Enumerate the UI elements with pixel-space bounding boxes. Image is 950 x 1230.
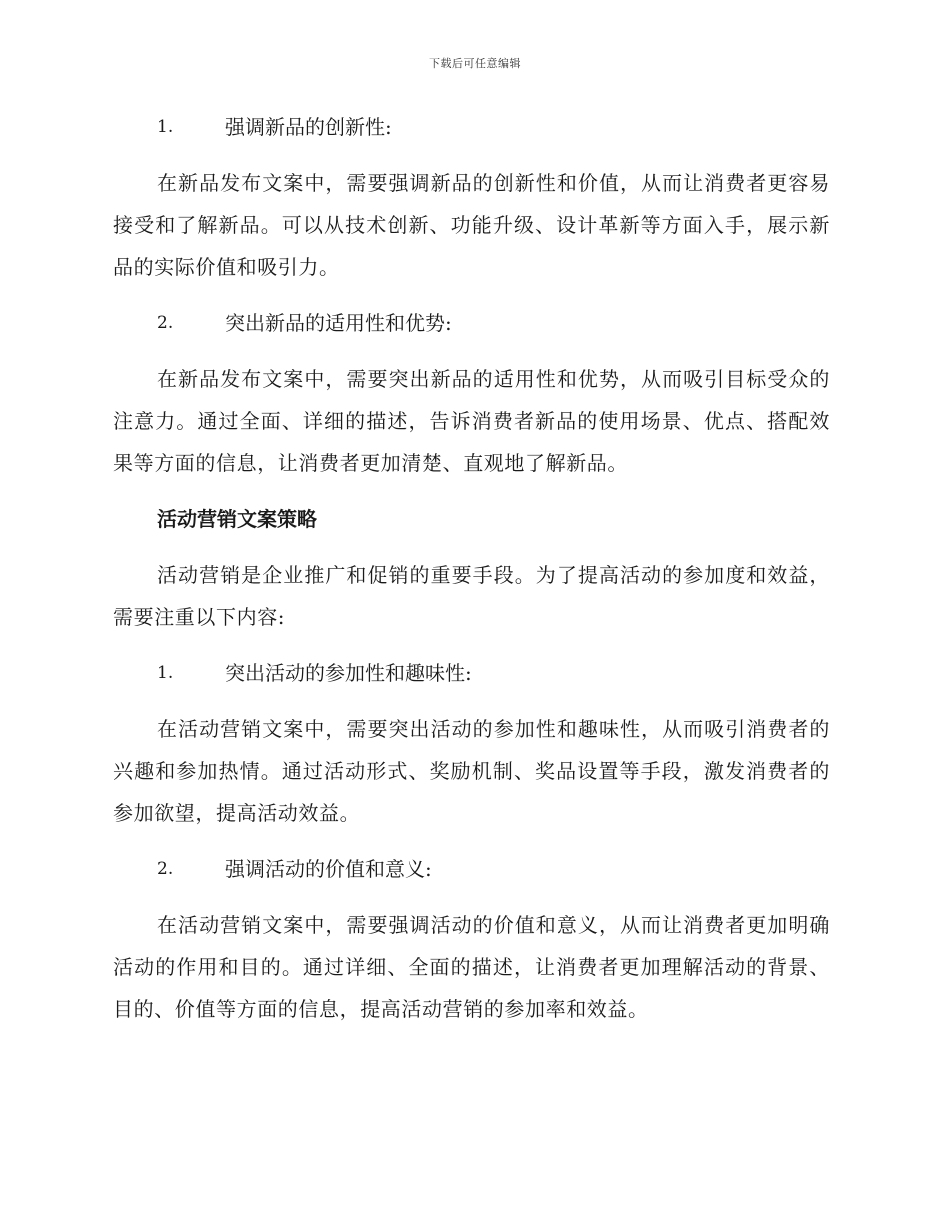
list-number: 1.: [157, 117, 174, 137]
section-heading: 活动营销文案策略: [157, 507, 317, 531]
list-title: 突出新品的适用性和优势:: [225, 311, 452, 335]
paragraph-value: 在活动营销文案中，需要强调活动的价值和意义，从而让消费者更加明确活动的作用和目的。通过详细、全面的描述，让消费者更加理解活动的背景、目的、价值等方面的信息，提高活动营销的参加率和效益。: [113, 913, 830, 1021]
paragraph-applicability: 在新品发布文案中，需要突出新品的适用性和优势，从而吸引目标受众的注意力。通过全面、详细的描述，告诉消费者新品的使用场景、优点、搭配效果等方面的信息，让消费者更加清楚、直观地了解新品。: [113, 367, 830, 475]
paragraph-participation: 在活动营销文案中，需要突出活动的参加性和趣味性，从而吸引消费者的兴趣和参加热情。通过活动形式、奖励机制、奖品设置等手段，激发消费者的参加欲望，提高活动效益。: [113, 717, 830, 825]
paragraph-innovation: 在新品发布文案中，需要强调新品的创新性和价值，从而让消费者更容易接受和了解新品。可以从技术创新、功能升级、设计革新等方面入手，展示新品的实际价值和吸引力。: [113, 171, 830, 279]
list-item-participation: [113, 653, 830, 693]
list-item-value: [113, 849, 830, 889]
list-title: 强调活动的价值和意义:: [225, 857, 432, 881]
list-number: 2.: [157, 859, 174, 879]
page-header: 下载后可任意编辑: [429, 57, 521, 70]
list-item-innovation: [113, 107, 830, 147]
list-number: 2.: [157, 313, 174, 333]
list-number: 1.: [157, 663, 174, 683]
list-title: 突出活动的参加性和趣味性:: [225, 661, 472, 685]
list-title: 强调新品的创新性:: [225, 115, 392, 139]
document-body: [113, 107, 830, 1030]
paragraph-activity-intro: 活动营销是企业推广和促销的重要手段。为了提高活动的参加度和效益，需要注重以下内容:: [113, 563, 830, 629]
list-item-applicability: [113, 303, 830, 343]
